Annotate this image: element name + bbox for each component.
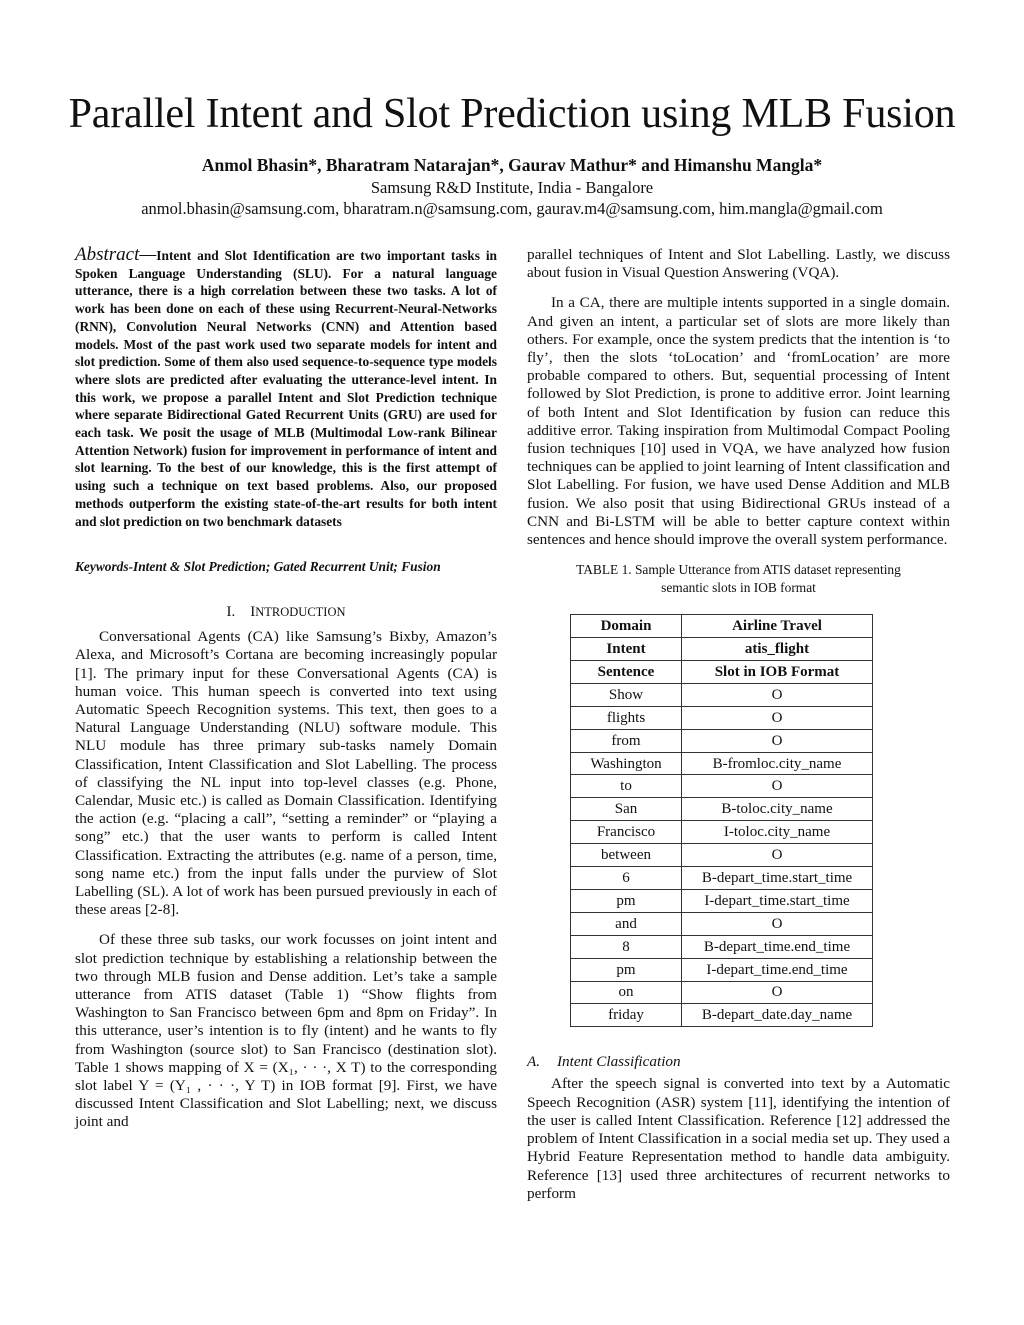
continued-paragraph: parallel techniques of Intent and Slot Labelling. Lastly, we discuss about fusion in Visual Question Answering (VQA). bbox=[527, 246, 950, 282]
intro-paragraph-2: Of these three sub tasks, our work focusses on joint intent and slot prediction technique by establishing a relationship between the two through MLB fusion and Dense addition. Let’s take a sample utterance from ATIS dataset (Table 1) “Show flights from Washington to San Francisco between 6pm and 8pm on Friday”. In this utterance, user’s intention is to fly (intent) and he wants to fly from Washington (source slot) to San Francisco (destination slot). Table 1 shows mapping of X = (X₁, · · ·, X T) to the corresponding slot label Y = (Y₁ , · · ·, Y T) in IOB format [9]. First, we have discussed Intent Classification and Slot Labelling; next, we discuss joint and bbox=[75, 931, 497, 1131]
table-row bbox=[571, 775, 873, 798]
table-row bbox=[571, 683, 873, 706]
table-row bbox=[571, 1004, 873, 1027]
left-column bbox=[75, 246, 497, 1144]
table-row bbox=[571, 912, 873, 935]
table-header-row bbox=[571, 615, 873, 638]
table-cell: 6 bbox=[571, 867, 682, 890]
table-cell: O bbox=[682, 683, 873, 706]
table-cell: pm bbox=[571, 958, 682, 981]
table-cell: from bbox=[571, 729, 682, 752]
table-header-cell: Sentence bbox=[571, 661, 682, 684]
subsection-label: A. bbox=[527, 1053, 541, 1071]
ca-paragraph: In a CA, there are multiple intents supported in a single domain. And given an intent, a particular set of slots are more likely than others. For example, once the system predicts that the intention is ‘to fly’, then the slots ‘toLocation’ and ‘fromLocation’ are more probable compared to others. But, sequential processing of Intent followed by Slot Prediction, is prone to additive error. Joint learning of both Intent and Slot Identification by fusion can reduce this additive error. Taking inspiration from Multimodal Compact Pooling fusion techniques [10] used in VQA, we have analyzed how fusion techniques can be applied to joint learning of Intent classification and Slot Labelling. For fusion, we have used Dense Addition and MLB fusion. We also posit that using Bidirectional GRUs instead of a CNN and Bi-LSTM will be able to better capture context within sentences and hence should improve the overall system performance. bbox=[527, 294, 950, 549]
table-cell: flights bbox=[571, 706, 682, 729]
table-cell: between bbox=[571, 844, 682, 867]
table-cell: B-fromloc.city_name bbox=[682, 752, 873, 775]
author-list: Anmol Bhasin*, Bharatram Natarajan*, Gaurav Mathur* and Himanshu Mangla* bbox=[201, 155, 823, 175]
table-header-cell: Domain bbox=[571, 615, 682, 638]
table-cell: 8 bbox=[571, 935, 682, 958]
table-caption bbox=[527, 561, 950, 596]
table-row bbox=[571, 935, 873, 958]
section-title-initial: I bbox=[250, 603, 256, 620]
intro-paragraph-1: Conversational Agents (CA) like Samsung’s Bixby, Amazon’s Alexa, and Microsoft’s Cortana are becoming increasingly popular [1]. The primary input for these Conversational Agents (CA) is human voice. This human speech is converted into text using Automatic Speech Recognition systems. This text, then goes to a Natural Language Understanding (NLU) software module. This NLU module has three primary sub-tasks namely Domain Classification, Intent Classification and Slot Labelling. The process of classifying the NL input into top-level classes (e.g. Phone, Calendar, Music etc.) is called as Domain Classification. Identifying the action (e.g. “placing a call”, “setting a reminder” or “playing a song” etc.) that the user wants to perform is called Intent Classification. Extracting the attributes (e.g. name of a person, time, song name etc.) from the input falls under the purview of Slot Labelling (SL). A lot of work has been pursued previously in each of these areas [2-8]. bbox=[75, 628, 497, 919]
table-header-cell: Slot in IOB Format bbox=[682, 661, 873, 684]
table-cell: O bbox=[682, 912, 873, 935]
table-cell: B-toloc.city_name bbox=[682, 798, 873, 821]
subsection-heading-intent-classification bbox=[527, 1053, 950, 1071]
table-cell: Washington bbox=[571, 752, 682, 775]
paper-title: Parallel Intent and Slot Prediction using MLB Fusion bbox=[68, 91, 956, 137]
abstract bbox=[75, 246, 497, 530]
table-cell: B-depart_time.end_time bbox=[682, 935, 873, 958]
table-cell: O bbox=[682, 844, 873, 867]
table-cell: and bbox=[571, 912, 682, 935]
intent-classification-paragraph: After the speech signal is converted into text by a Automatic Speech Recognition (ASR) system [11], identifying the intention of the user is called Intent Classification. Reference [12] addressed the problem of Intent Classification in a social media set up. They used a Hybrid Feature Representation method to handle data ambiguity. Reference [13] used three architectures of recurrent networks to perform bbox=[527, 1075, 950, 1202]
table-row bbox=[571, 752, 873, 775]
table-cell: I-depart_time.end_time bbox=[682, 958, 873, 981]
table-cell: I-toloc.city_name bbox=[682, 821, 873, 844]
abstract-label: Abstract bbox=[75, 244, 140, 265]
table-header-row bbox=[571, 638, 873, 661]
table-row bbox=[571, 798, 873, 821]
table-cell: to bbox=[571, 775, 682, 798]
author-emails: anmol.bhasin@samsung.com, bharatram.n@samsung.com, gaurav.m4@samsung.com, him.mangla@gmail.com bbox=[141, 199, 883, 218]
section-number: I. bbox=[226, 603, 236, 620]
table-row bbox=[571, 844, 873, 867]
table-cell: O bbox=[682, 706, 873, 729]
keywords: Keywords-Intent & Slot Prediction; Gated Recurrent Unit; Fusion bbox=[75, 559, 441, 575]
table-row bbox=[571, 729, 873, 752]
table-cell: on bbox=[571, 981, 682, 1004]
section-heading-introduction bbox=[75, 603, 497, 621]
table-header-cell: Intent bbox=[571, 638, 682, 661]
table-row bbox=[571, 981, 873, 1004]
table-cell: Francisco bbox=[571, 821, 682, 844]
table-cell: B-depart_time.start_time bbox=[682, 867, 873, 890]
table-caption-line-2: semantic slots in IOB format bbox=[661, 579, 816, 595]
right-column bbox=[527, 246, 950, 1215]
table-cell: O bbox=[682, 729, 873, 752]
table-cell: B-depart_date.day_name bbox=[682, 1004, 873, 1027]
iob-table bbox=[570, 614, 873, 1027]
table-cell: O bbox=[682, 775, 873, 798]
table-header-row bbox=[571, 661, 873, 684]
table-cell: I-depart_time.start_time bbox=[682, 889, 873, 912]
table-cell: San bbox=[571, 798, 682, 821]
table-cell: friday bbox=[571, 1004, 682, 1027]
abstract-text: Intent and Slot Identification are two important tasks in Spoken Language Understanding (SLU). For a natural language utterance, there is a high correlation between these two tasks. A lot of work has been done on each of these using Recurrent-Neural-Networks (RNN), Convolution Neural Networks (CNN) and Attention based models. Most of the past work used two separate models for intent and slot prediction. Some of them also used sequence-to-sequence type models where slots are predicted after evaluating the utterance-level intent. In this work, we propose a parallel Intent and Slot Prediction technique where separate Bidirectional Gated Recurrent Units (GRU) are used for each task. We posit the usage of MLB (Multimodal Low-rank Bilinear Attention Network) fusion for improvement in performance of intent and slot learning. To the best of our knowledge, this is the first attempt of using such a technique on text based problems. Also, our proposed methods outperform the existing state-of-the-art results for both intent and slot prediction on two benchmark datasets bbox=[75, 248, 497, 529]
table-row bbox=[571, 958, 873, 981]
table-row bbox=[571, 867, 873, 890]
table-row bbox=[571, 706, 873, 729]
subsection-title: Intent Classification bbox=[557, 1053, 681, 1071]
table-cell: O bbox=[682, 981, 873, 1004]
table-header-cell: Airline Travel bbox=[682, 615, 873, 638]
section-title-rest: NTRODUCTION bbox=[255, 604, 346, 619]
table-row bbox=[571, 889, 873, 912]
table-row bbox=[571, 821, 873, 844]
table-header-cell: atis_flight bbox=[682, 638, 873, 661]
abstract-dash: — bbox=[139, 244, 157, 265]
affiliation: Samsung R&D Institute, India - Bangalore bbox=[370, 178, 654, 197]
table-cell: Show bbox=[571, 683, 682, 706]
table-cell: pm bbox=[571, 889, 682, 912]
table-caption-line-1: TABLE 1. Sample Utterance from ATIS dataset representing bbox=[576, 562, 901, 578]
